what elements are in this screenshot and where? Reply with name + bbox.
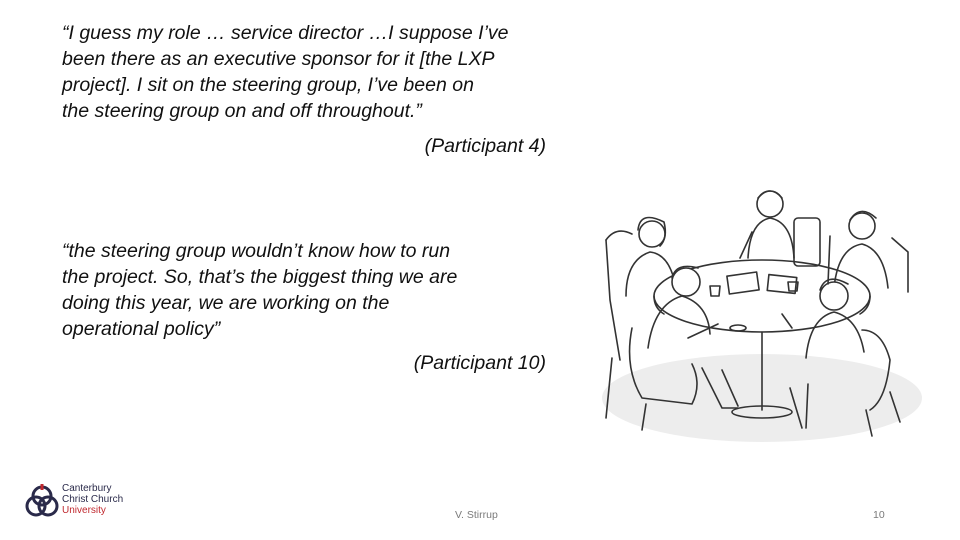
page-number: 10	[873, 509, 885, 521]
quote-1-line: project]. I sit on the steering group, I’ve been on	[62, 74, 474, 96]
university-crest-icon	[22, 480, 62, 522]
quote-1-attribution: (Participant 4)	[424, 135, 546, 157]
quote-1-line: the steering group on and off throughout.”	[62, 100, 422, 122]
university-name	[62, 483, 123, 516]
quote-1	[62, 20, 552, 124]
quote-2-line: the project. So, that’s the biggest thing we are	[62, 266, 458, 288]
quote-2	[62, 238, 552, 342]
quote-1-line: “I guess my role … service director …I suppose I’ve	[62, 22, 509, 44]
quote-2-line: “the steering group wouldn’t know how to run	[62, 240, 451, 262]
meeting-table-illustration	[592, 178, 924, 448]
quote-2-line: operational policy”	[62, 318, 221, 340]
footer-author: V. Stirrup	[455, 509, 498, 521]
university-name-line: University	[62, 505, 106, 516]
quote-1-line: been there as an executive sponsor for it [the LXP	[62, 48, 495, 70]
quote-2-attribution: (Participant 10)	[413, 352, 546, 374]
university-name-line: Christ Church	[62, 494, 124, 505]
university-name-line: Canterbury	[62, 483, 112, 494]
quote-2-line: doing this year, we are working on the	[62, 292, 390, 314]
